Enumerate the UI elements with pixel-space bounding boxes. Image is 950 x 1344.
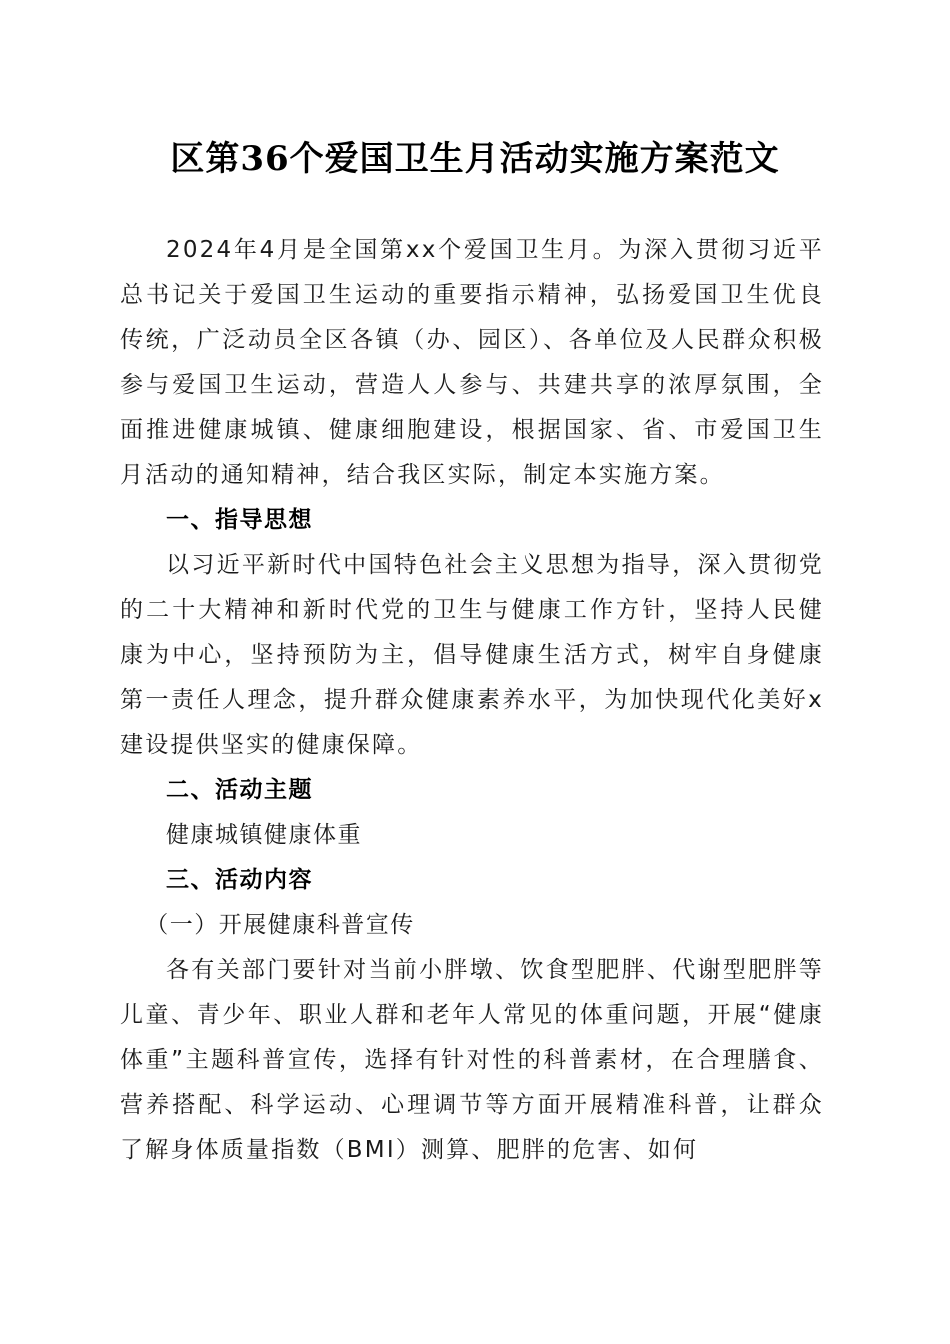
document-body [120, 228, 824, 1173]
section-heading-guiding-thought: 一、指导思想 [166, 507, 313, 533]
section-heading-activity-theme: 二、活动主题 [166, 777, 313, 803]
guiding-thought-paragraph: 以习近平新时代中国特色社会主义思想为指导，深入贯彻党的二十大精神和新时代党的卫生与健康工作方针，坚持人民健康为中心，坚持预防为主，倡导健康生活方式，树牢自身健康第一责任人理念，提升群众健康素养水平，为加快现代化美好x建设提供坚实的健康保障。 [120, 552, 824, 758]
section-heading-activity-content: 三、活动内容 [166, 867, 313, 893]
health-promotion-paragraph: 各有关部门要针对当前小胖墩、饮食型肥胖、代谢型肥胖等儿童、青少年、职业人群和老年人常见的体重问题，开展“健康体重”主题科普宣传，选择有针对性的科普素材，在合理膳食、营养搭配、科学运动、心理调节等方面开展精准科普，让群众了解身体质量指数（BMI）测算、肥胖的危害、如何 [120, 957, 824, 1163]
subsection-heading-health-promotion: （一）开展健康科普宣传 [145, 912, 415, 938]
document-title: 区第36个爱国卫生月活动实施方案范文 [170, 139, 780, 179]
activity-theme-text: 健康城镇健康体重 [166, 822, 362, 848]
intro-paragraph: 2024年4月是全国第xx个爱国卫生月。为深入贯彻习近平总书记关于爱国卫生运动的重要指示精神，弘扬爱国卫生优良传统，广泛动员全区各镇（办、园区）、各单位及人民群众积极参与爱国卫生运动，营造人人参与、共建共享的浓厚氛围，全面推进健康城镇、健康细胞建设，根据国家、省、市爱国卫生月活动的通知精神，结合我区实际，制定本实施方案。 [120, 237, 824, 488]
